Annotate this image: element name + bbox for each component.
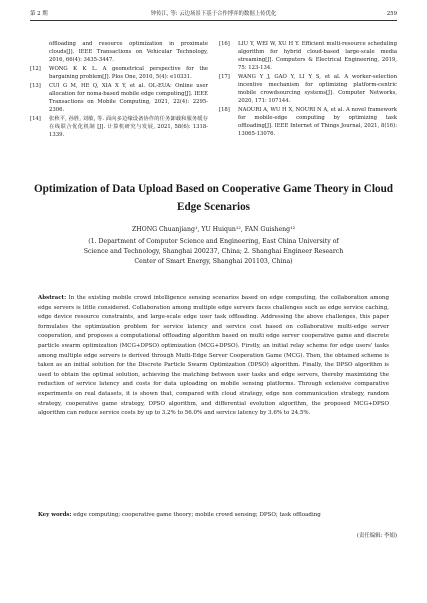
reference-number <box>30 40 49 64</box>
reference-text: LIU Y, WEI W, XU H Y. Efficient multi-resource scheduling algorithm for hybrid cloud-based large-scale media streaming[J]. Computers & Electrical Engineering, 2019, 75: 123-134. <box>238 41 397 72</box>
reference-item <box>219 73 397 105</box>
author-list: ZHONG Chuanjiang¹, YU Huiqun¹², FAN Guisheng¹² <box>131 226 296 233</box>
reference-list <box>30 40 397 140</box>
abstract-label: Abstract: <box>38 295 67 301</box>
reference-text: WANG Y J, GAO Y, LI Y S, et al. A worker-selection incentive mechanism for optimizing platform-centric mobile crowdsourcing systems[J]. Computer Networks, 2020, 171: 107144. <box>238 73 397 105</box>
abstract-text: In the existing mobile crowd intelligence sensing scenarios based on edge computing, the collaboration among edge servers is little considered. Collaboration among multiple edge servers faces challenges such as edge service caching, edge device resource constraints, and large-scale edge user task offloading. Addressing the above challenges, this paper formulates the optimization problem for service latency and service cost based on collaborative multi-edge server cooperation, and proposes a computational offloading algorithm based on multi edge server cooperative game and discrete particle swarm optimization (MCG+DPSO) optimization (MCG+DPSO). Firstly, an initial relay scheme for edge users' tasks among multiple edge servers is derived through Multi-Edge Server Cooperation Game (MCG). Then, the obtained scheme is taken as an initial solution for the Discrete Particle Swarm Optimization (DPSO) algorithm. Finally, the DPSO algorithm is used to obtain the optimal solution, achieving the matching between user tasks and edge servers, thereby maximizing the reduction of service latency and costs for data uploading on mobile sensing platforms. Through extensive comparative experiments on real datasets, it is shown that, compared with cloud strategy, edge non communication strategy, random strategy, cooperative game strategy, DPSO algorithm, and differential evolution algorithm, the proposed MCG+DPSO algorithm can reduce service costs by up to 3.2% to 56.0% and service latency by 3.6% to 24.5%. <box>38 295 389 417</box>
reference-number: [18] <box>219 106 230 113</box>
page-number: 259 <box>386 11 397 17</box>
running-title: 钟传江, 等: 云边场景下基于合作博弈的数据上传优化 <box>150 11 277 17</box>
reference-number: [13] <box>30 82 41 89</box>
running-header <box>30 8 397 21</box>
reference-column-left <box>30 40 208 140</box>
reference-item <box>219 40 397 72</box>
reference-text: NAOURI A, WU H X, NOURI N A, et al. A novel framework for mobile-edge computing by optimizing task offloading[J]. IEEE Internet of Things Journal, 2021, 8(16): 13065-13076. <box>238 106 397 138</box>
english-title: Optimization of Data Upload Based on Cooperative Game Theory in Cloud Edge Scenarios <box>33 183 394 213</box>
reference-item <box>30 65 208 81</box>
keywords-label: Key words: <box>38 512 72 518</box>
reference-item <box>219 106 397 138</box>
reference-number: [17] <box>219 73 230 80</box>
reference-text: CUI G M, HE Q, XIA X Y, et al. OL-EUA: Online user allocation for noma-based mobile edge computing[J]. IEEE Transactions on Mobile Computing, 2021, 22(4): 2295-2306. <box>49 82 208 113</box>
reference-text: WONG K K L. A geometrical perspective for the bargaining problem[J]. Plos One, 2010, 5(4): e10331. <box>49 65 208 80</box>
reference-number: [16] <box>219 41 230 47</box>
keywords-block <box>38 511 389 520</box>
reference-text: 张秋平, 孙胜, 刘敏, 等. 面向多边缘设备协作的任务卸载和服务缓存在线联合优化机制 [J]. 计算机研究与发展, 2021, 58(6): 1318-1339. <box>49 115 208 138</box>
reference-item <box>30 115 208 139</box>
reference-number: [14] <box>30 115 41 122</box>
abstract-block <box>38 294 389 419</box>
reference-text: offloading and resource optimization in proximate clouds[J]. IEEE Transactions on Vehicular Technology, 2016, 66(4): 3435-3447. <box>49 41 208 64</box>
affiliation: (1. Department of Computer Science and Engineering, East China University of Science and Technology, Shanghai 200237, China; 2. Shanghai Engineer Research Center of Smart Energy, Shanghai 201103, China) <box>83 238 344 266</box>
issue-label: 第 2 期 <box>30 11 48 17</box>
keywords-text: edge computing; cooperative game theory; mobile crowd sensing; DPSO; task offloading <box>73 512 321 518</box>
editor-note: (责任编辑: 李娟) <box>356 533 397 539</box>
reference-item <box>30 82 208 114</box>
reference-item <box>30 40 208 64</box>
reference-number: [12] <box>30 65 41 72</box>
reference-column-right <box>219 40 397 140</box>
